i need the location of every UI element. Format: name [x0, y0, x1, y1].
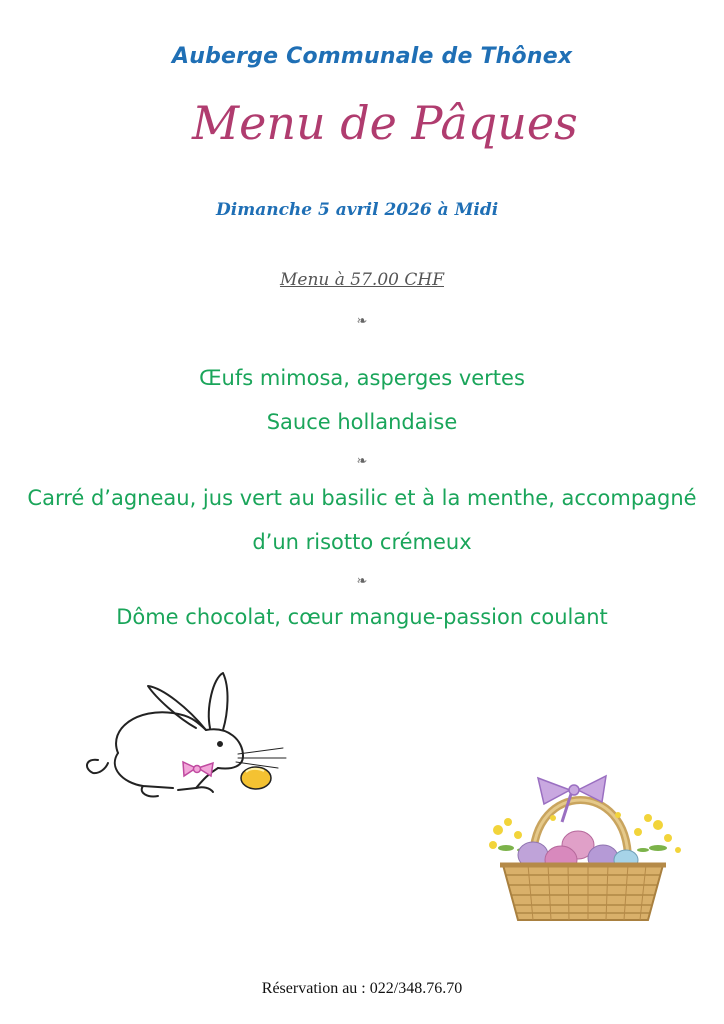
reservation-phone: Réservation au : 022/348.76.70	[261, 980, 463, 997]
easter-basket-illustration	[478, 770, 688, 930]
restaurant-name: Auberge Communale de Thônex	[172, 44, 573, 69]
separator-ornament: ❧	[356, 574, 368, 589]
rabbit-illustration	[78, 668, 298, 808]
page-title: Menu de Pâques	[192, 96, 578, 150]
menu-line-main-side: d’un risotto crémeux	[252, 530, 472, 554]
separator-ornament: ❧	[356, 454, 368, 469]
menu-line-starter-sauce: Sauce hollandaise	[266, 410, 458, 434]
menu-price: Menu à 57.00 CHF	[279, 270, 444, 290]
menu-line-starter: Œufs mimosa, asperges vertes	[199, 366, 525, 390]
menu-line-dessert: Dôme chocolat, cœur mangue-passion coulant	[116, 605, 608, 629]
separator-ornament: ❧	[356, 314, 368, 329]
event-date: Dimanche 5 avril 2026 à Midi	[216, 200, 499, 220]
menu-line-main: Carré d’agneau, jus vert au basilic et à la menthe, accompagné	[27, 486, 697, 510]
